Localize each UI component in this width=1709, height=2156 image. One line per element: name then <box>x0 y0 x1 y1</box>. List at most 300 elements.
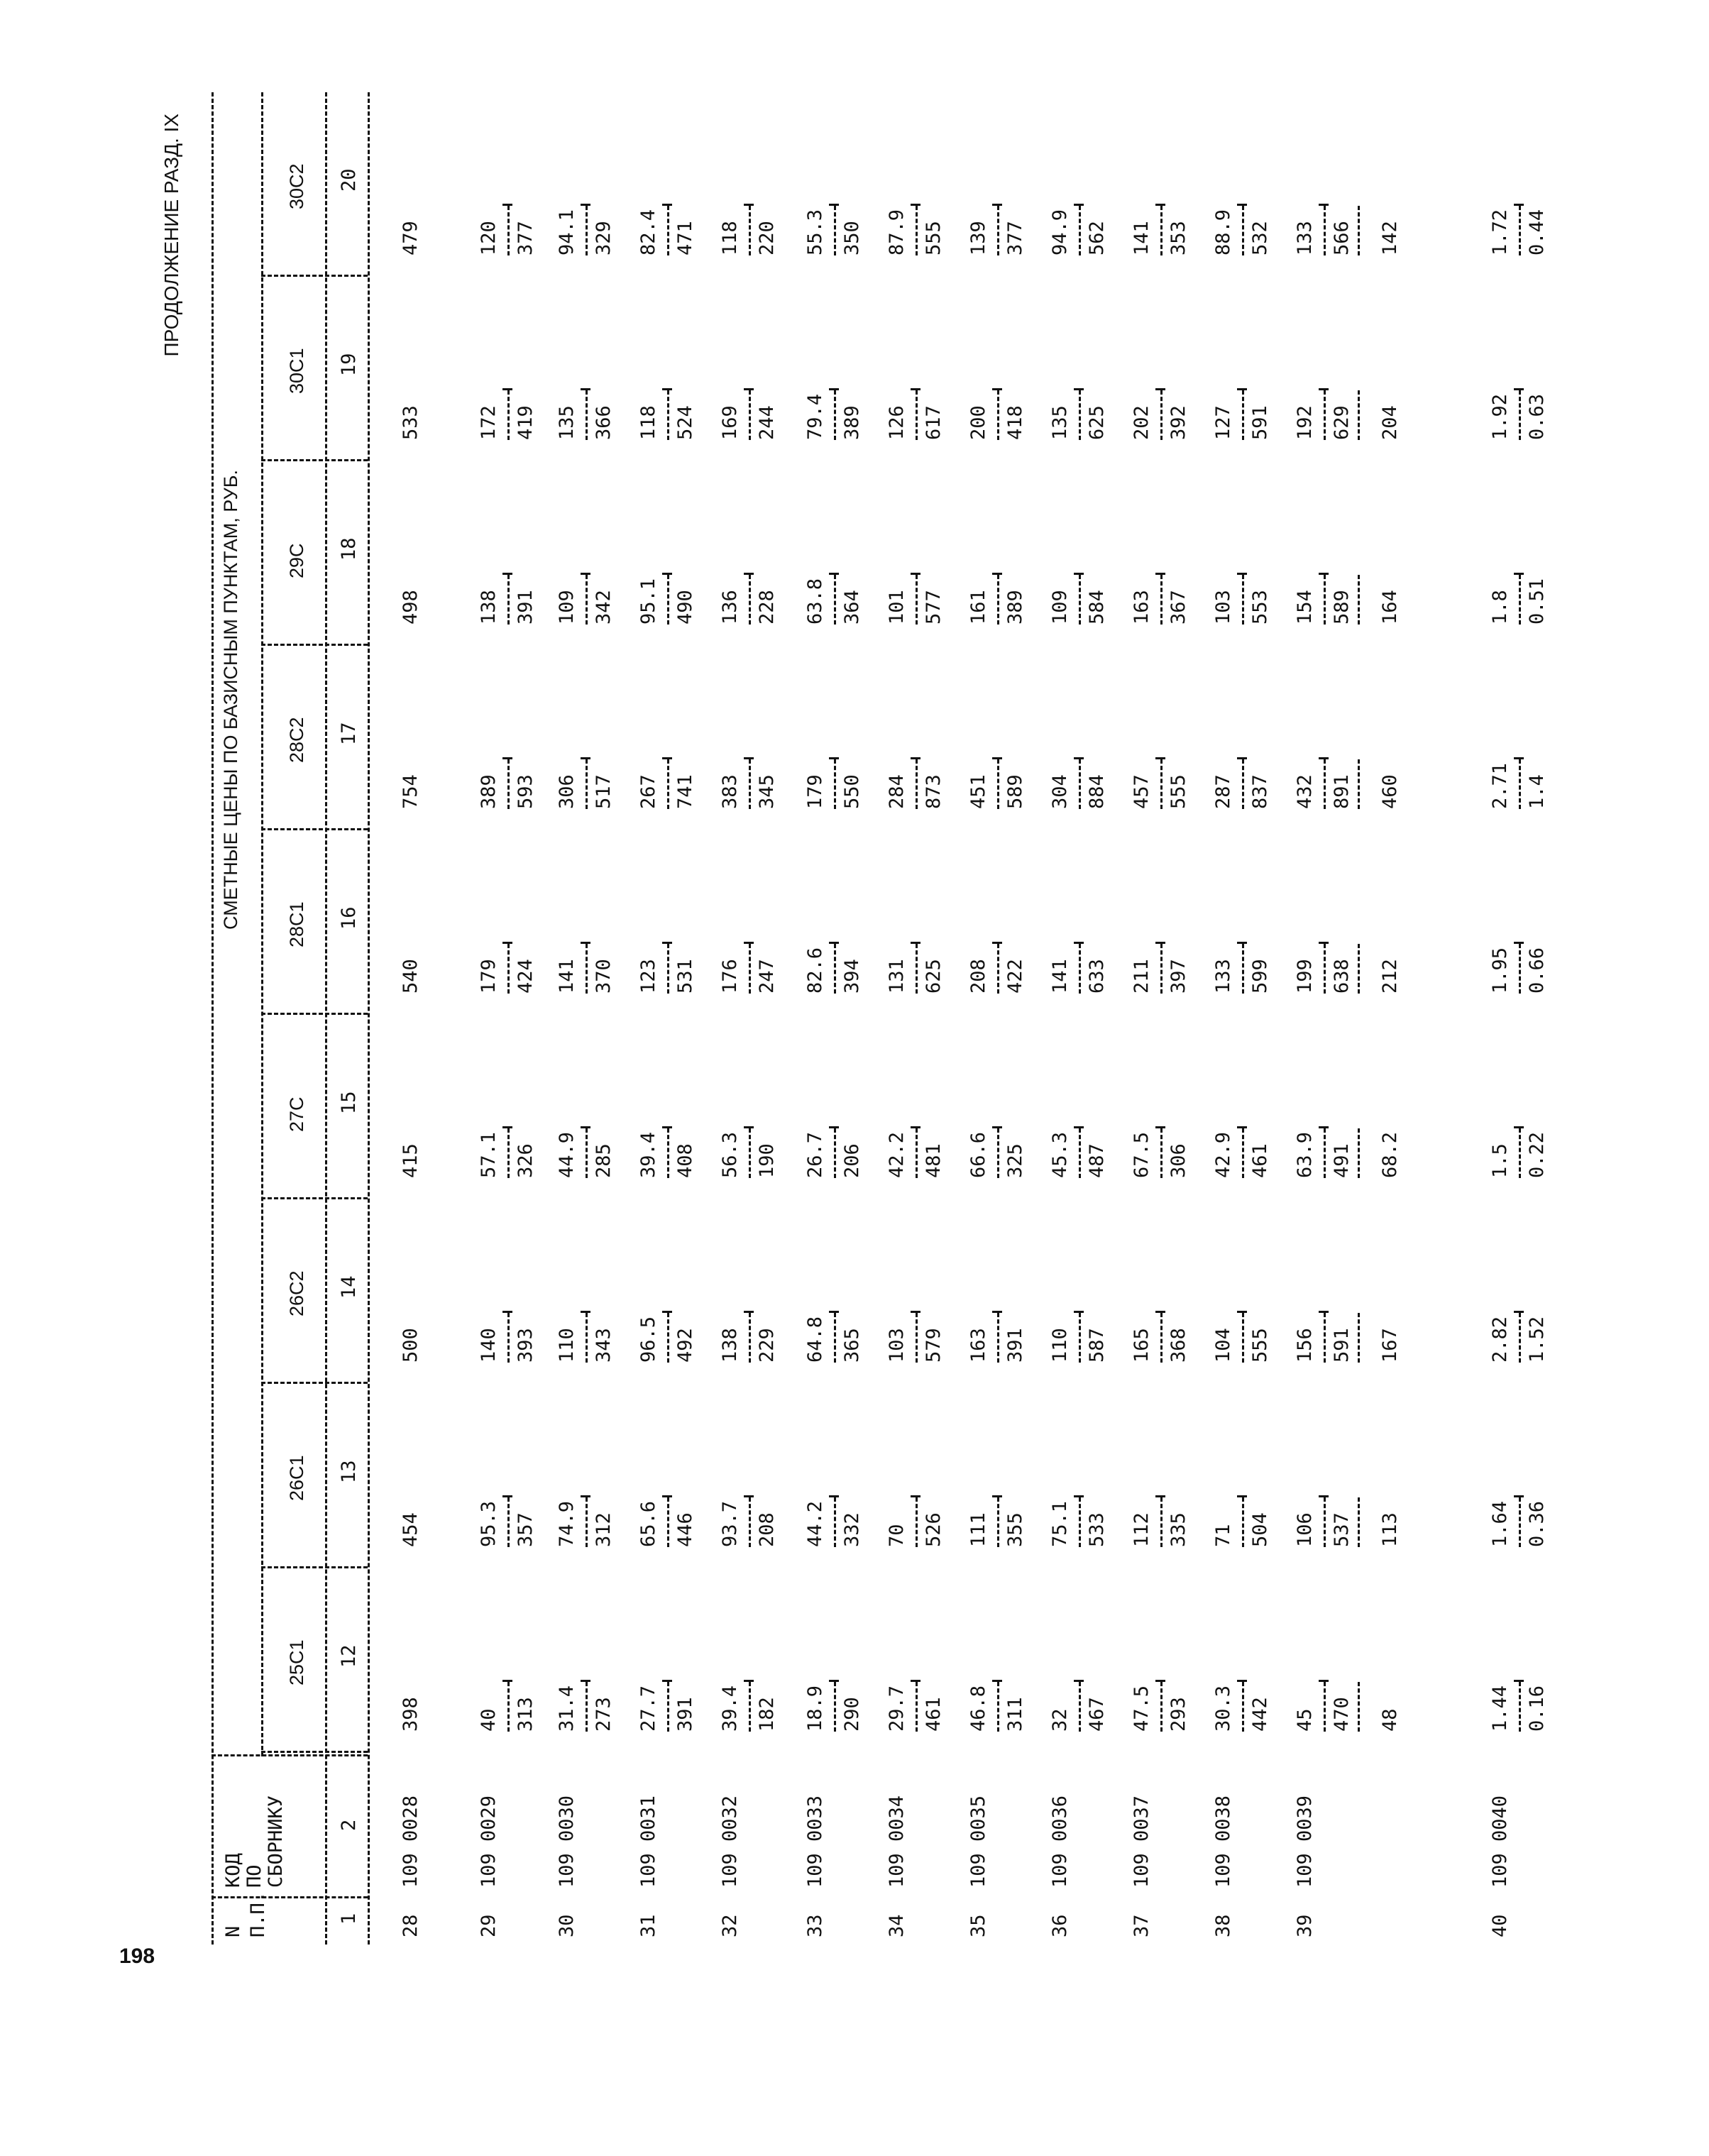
cell-value: 68.2 <box>1379 1131 1401 1178</box>
cell-value: 457 <box>1131 774 1153 809</box>
fraction-bar <box>834 206 836 255</box>
fraction-tick <box>829 204 839 206</box>
fraction-tick <box>502 1680 512 1682</box>
fraction-bar <box>1242 944 1244 994</box>
continuation-label: ПРОДОЛЖЕНИЕ РАЗД. IX <box>160 114 182 357</box>
fraction-tick <box>911 1126 921 1128</box>
fraction-tick <box>911 388 921 390</box>
column-header: 28С1 <box>286 901 307 947</box>
cell-value: 127 <box>1212 405 1234 440</box>
cell-value: 75.1 <box>1049 1500 1071 1547</box>
cell-value: 104 <box>1212 1328 1234 1363</box>
cell-value-lower: 394 <box>841 959 863 994</box>
fraction-tick <box>744 942 754 944</box>
cell-value-lower: 393 <box>515 1328 537 1363</box>
cell-value: 63.9 <box>1294 1131 1316 1178</box>
cell-value-lower: 446 <box>674 1512 696 1547</box>
fraction-tick <box>1514 1126 1524 1128</box>
cell-value-lower: 884 <box>1086 774 1108 809</box>
fraction-bar <box>1160 206 1163 255</box>
row-number: 35 <box>967 1914 989 1937</box>
cell-value-lower: 467 <box>1086 1697 1108 1732</box>
row-number: 31 <box>637 1914 659 1937</box>
cell-value: 64.8 <box>804 1316 826 1363</box>
cell-value-lower: 0.66 <box>1526 947 1548 994</box>
cell-value: 202 <box>1131 405 1153 440</box>
cell-value-lower: 579 <box>923 1328 945 1363</box>
cell-value: 70 <box>886 1524 908 1547</box>
fraction-tick <box>581 573 590 575</box>
fraction-bar <box>1519 1128 1521 1178</box>
row-number: 40 <box>1489 1914 1511 1937</box>
fraction-bar <box>834 575 836 625</box>
fraction-bar <box>1519 206 1521 255</box>
cell-value-lower: 377 <box>1004 221 1026 255</box>
fraction-bar <box>1079 206 1081 255</box>
fraction-tick <box>829 1495 839 1497</box>
fraction-bar <box>1358 944 1360 994</box>
cell-value: 1.92 <box>1489 393 1511 440</box>
cell-value: 118 <box>637 405 659 440</box>
fraction-tick <box>992 1126 1002 1128</box>
fraction-bar <box>749 1313 751 1363</box>
fraction-tick <box>744 1311 754 1313</box>
row-number: 39 <box>1294 1914 1316 1937</box>
row-number: 28 <box>400 1914 422 1937</box>
fraction-bar <box>1160 575 1163 625</box>
cell-value-lower: 229 <box>756 1328 778 1363</box>
fraction-tick <box>1074 1680 1084 1682</box>
fraction-bar <box>834 1497 836 1547</box>
cell-value-lower: 247 <box>756 959 778 994</box>
fraction-bar <box>1324 1497 1326 1547</box>
cell-value-lower: 311 <box>1004 1697 1026 1732</box>
fraction-tick <box>744 1495 754 1497</box>
fraction-tick <box>1319 1311 1329 1313</box>
cell-value-lower: 599 <box>1249 959 1271 994</box>
fraction-bar <box>916 575 918 625</box>
colnum-rule <box>368 92 370 1945</box>
cell-value: 109 <box>1049 590 1071 625</box>
fraction-bar <box>749 1497 751 1547</box>
fraction-tick <box>1155 1311 1165 1313</box>
cell-value: 63.8 <box>804 578 826 625</box>
cell-value-lower: 273 <box>593 1697 615 1732</box>
cell-value-lower: 524 <box>674 405 696 440</box>
fraction-tick <box>992 1311 1002 1313</box>
fraction-bar <box>997 206 999 255</box>
fraction-bar <box>1079 1128 1081 1178</box>
fraction-tick <box>1319 388 1329 390</box>
cell-value-lower: 1.4 <box>1526 774 1548 809</box>
fraction-tick <box>744 1126 754 1128</box>
fraction-bar <box>507 1313 510 1363</box>
fraction-bar <box>1358 1313 1360 1363</box>
fraction-tick <box>744 1680 754 1682</box>
col-divider <box>261 1013 368 1015</box>
fraction-bar <box>1519 1313 1521 1363</box>
fraction-tick <box>581 388 590 390</box>
cell-value-lower: 0.22 <box>1526 1131 1548 1178</box>
cell-value: 204 <box>1379 405 1401 440</box>
cell-value: 39.4 <box>719 1685 741 1732</box>
cell-value-lower: 491 <box>1331 1143 1353 1178</box>
cell-value-lower: 577 <box>923 590 945 625</box>
cell-value-lower: 367 <box>1167 590 1189 625</box>
fraction-tick <box>1074 757 1084 759</box>
column-number: 18 <box>338 537 360 561</box>
fraction-tick <box>1155 204 1165 206</box>
cell-value-lower: 837 <box>1249 774 1271 809</box>
cell-value: 1.72 <box>1489 209 1511 255</box>
cell-value-lower: 532 <box>1249 221 1271 255</box>
cell-value: 118 <box>719 221 741 255</box>
cell-value-lower: 487 <box>1086 1143 1108 1178</box>
cell-value-lower: 391 <box>515 590 537 625</box>
fraction-bar <box>1519 390 1521 440</box>
fraction-bar <box>1324 206 1326 255</box>
cell-value-lower: 593 <box>515 774 537 809</box>
col-divider-np <box>211 1896 368 1898</box>
fraction-bar <box>1160 1682 1163 1732</box>
fraction-bar <box>1358 759 1360 809</box>
cell-value: 284 <box>886 774 908 809</box>
cell-value-lower: 313 <box>515 1697 537 1732</box>
fraction-bar <box>1358 1682 1360 1732</box>
fraction-bar <box>834 1682 836 1732</box>
fraction-tick <box>1074 1126 1084 1128</box>
cell-value: 93.7 <box>719 1500 741 1547</box>
fraction-bar <box>916 206 918 255</box>
cell-value: 30.3 <box>1212 1685 1234 1732</box>
cell-value: 540 <box>400 959 422 994</box>
cell-value-lower: 357 <box>515 1512 537 1547</box>
cell-value-lower: 741 <box>674 774 696 809</box>
fraction-bar <box>507 575 510 625</box>
cell-value-lower: 220 <box>756 221 778 255</box>
cell-value-lower: 490 <box>674 590 696 625</box>
cell-value: 754 <box>400 774 422 809</box>
cell-value-lower: 190 <box>756 1143 778 1178</box>
row-number: 33 <box>804 1914 826 1937</box>
fraction-bar <box>749 759 751 809</box>
fraction-tick <box>911 1495 921 1497</box>
fraction-tick <box>502 1495 512 1497</box>
cell-value-lower: 389 <box>1004 590 1026 625</box>
colnum-1: 1 <box>338 1913 360 1925</box>
cell-value: 1.44 <box>1489 1685 1511 1732</box>
fraction-tick <box>1319 1680 1329 1682</box>
row-code: 109 0034 <box>886 1795 908 1888</box>
fraction-bar <box>507 1497 510 1547</box>
cell-value-lower: 377 <box>515 221 537 255</box>
cell-value-lower: 329 <box>593 221 615 255</box>
cell-value: 40 <box>478 1708 500 1732</box>
cell-value-lower: 332 <box>841 1512 863 1547</box>
cell-value-lower: 0.44 <box>1526 209 1548 255</box>
fraction-tick <box>1237 1126 1247 1128</box>
fraction-bar <box>667 1497 669 1547</box>
cell-value: 161 <box>967 590 989 625</box>
cell-value: 82.6 <box>804 947 826 994</box>
fraction-tick <box>1237 1495 1247 1497</box>
fraction-bar <box>1242 206 1244 255</box>
cell-value-lower: 370 <box>593 959 615 994</box>
cell-value: 2.71 <box>1489 762 1511 809</box>
cell-value-lower: 312 <box>593 1512 615 1547</box>
cell-value-lower: 228 <box>756 590 778 625</box>
row-number: 29 <box>478 1914 500 1937</box>
fraction-bar <box>997 575 999 625</box>
cell-value: 106 <box>1294 1512 1316 1547</box>
fraction-tick <box>744 757 754 759</box>
cell-value: 101 <box>886 590 908 625</box>
fraction-bar <box>749 944 751 994</box>
fraction-tick <box>744 573 754 575</box>
fraction-bar <box>667 944 669 994</box>
cell-value-lower: 526 <box>923 1512 945 1547</box>
cell-value: 120 <box>478 221 500 255</box>
fraction-tick <box>1074 204 1084 206</box>
cell-value-lower: 504 <box>1249 1512 1271 1547</box>
fraction-tick <box>662 388 672 390</box>
cell-value-lower: 353 <box>1167 221 1189 255</box>
fraction-tick <box>1237 757 1247 759</box>
fraction-tick <box>1514 1495 1524 1497</box>
fraction-bar <box>1242 1682 1244 1732</box>
fraction-tick <box>662 204 672 206</box>
cell-value: 172 <box>478 405 500 440</box>
row-number: 38 <box>1212 1914 1234 1937</box>
fraction-bar <box>916 944 918 994</box>
cell-value: 67.5 <box>1131 1131 1153 1178</box>
cell-value: 135 <box>1049 405 1071 440</box>
cell-value-lower: 589 <box>1004 774 1026 809</box>
fraction-tick <box>829 573 839 575</box>
fraction-tick <box>1319 1495 1329 1497</box>
cell-value: 65.6 <box>637 1500 659 1547</box>
cell-value-lower: 625 <box>923 959 945 994</box>
fraction-tick <box>662 757 672 759</box>
cell-value: 26.7 <box>804 1131 826 1178</box>
fraction-bar <box>749 206 751 255</box>
cell-value-lower: 391 <box>674 1697 696 1732</box>
column-header: 29С <box>286 543 307 578</box>
cell-value-lower: 873 <box>923 774 945 809</box>
cell-value-lower: 182 <box>756 1697 778 1732</box>
fraction-bar <box>749 1128 751 1178</box>
fraction-bar <box>586 206 588 255</box>
fraction-bar <box>1079 390 1081 440</box>
fraction-bar <box>667 759 669 809</box>
cell-value-lower: 355 <box>1004 1512 1026 1547</box>
fraction-bar <box>1242 390 1244 440</box>
cell-value-lower: 566 <box>1331 221 1353 255</box>
cell-value: 39.4 <box>637 1131 659 1178</box>
row-code: 109 0040 <box>1489 1795 1511 1888</box>
fraction-bar <box>916 1682 918 1732</box>
col-divider <box>261 1751 368 1753</box>
row-code: 109 0038 <box>1212 1795 1234 1888</box>
cell-value: 432 <box>1294 774 1316 809</box>
cell-value: 136 <box>719 590 741 625</box>
header-rule <box>325 92 327 1945</box>
cell-value-lower: 424 <box>515 959 537 994</box>
cell-value: 139 <box>967 221 989 255</box>
cell-value-lower: 368 <box>1167 1328 1189 1363</box>
cell-value: 109 <box>556 590 578 625</box>
cell-value: 192 <box>1294 405 1316 440</box>
fraction-tick <box>581 1126 590 1128</box>
fraction-bar <box>1160 759 1163 809</box>
cell-value-lower: 343 <box>593 1328 615 1363</box>
cell-value-lower: 306 <box>1167 1143 1189 1178</box>
column-header: 30С2 <box>286 163 307 209</box>
cell-value: 66.6 <box>967 1131 989 1178</box>
fraction-bar <box>1324 1313 1326 1363</box>
cell-value-lower: 285 <box>593 1143 615 1178</box>
cell-value-lower: 591 <box>1331 1328 1353 1363</box>
fraction-bar <box>507 759 510 809</box>
fraction-tick <box>581 757 590 759</box>
row-number: 30 <box>556 1914 578 1937</box>
fraction-bar <box>507 1682 510 1732</box>
fraction-tick <box>1237 942 1247 944</box>
fraction-tick <box>1319 204 1329 206</box>
cell-value: 133 <box>1212 959 1234 994</box>
row-code: 109 0030 <box>556 1795 578 1888</box>
fraction-tick <box>744 388 754 390</box>
cell-value: 126 <box>886 405 908 440</box>
fraction-bar <box>667 1682 669 1732</box>
fraction-tick <box>829 388 839 390</box>
cell-value: 110 <box>1049 1328 1071 1363</box>
fraction-tick <box>1155 1126 1165 1128</box>
fraction-bar <box>586 1128 588 1178</box>
cell-value: 306 <box>556 774 578 809</box>
cell-value-lower: 481 <box>923 1143 945 1178</box>
cell-value-lower: 244 <box>756 405 778 440</box>
fraction-bar <box>507 206 510 255</box>
fraction-tick <box>662 1311 672 1313</box>
cell-value: 163 <box>967 1328 989 1363</box>
column-number: 12 <box>338 1644 360 1668</box>
cell-value-lower: 629 <box>1331 405 1353 440</box>
cell-value: 163 <box>1131 590 1153 625</box>
column-number: 15 <box>338 1091 360 1114</box>
column-header: 28С2 <box>286 717 307 763</box>
cell-value-lower: 591 <box>1249 405 1271 440</box>
fraction-bar <box>916 1128 918 1178</box>
cell-value: 164 <box>1379 590 1401 625</box>
cell-value-lower: 206 <box>841 1143 863 1178</box>
cell-value: 29.7 <box>886 1685 908 1732</box>
fraction-bar <box>1358 390 1360 440</box>
fraction-tick <box>829 1126 839 1128</box>
fraction-bar <box>916 1497 918 1547</box>
fraction-tick <box>1319 757 1329 759</box>
cell-value: 44.9 <box>556 1131 578 1178</box>
cell-value: 56.3 <box>719 1131 741 1178</box>
fraction-tick <box>1514 757 1524 759</box>
cell-value: 140 <box>478 1328 500 1363</box>
column-header: 27С <box>286 1096 307 1132</box>
cell-value: 44.2 <box>804 1500 826 1547</box>
header-code-1: КОД <box>222 1853 244 1888</box>
cell-value-lower: 492 <box>674 1328 696 1363</box>
fraction-tick <box>829 942 839 944</box>
cell-value: 454 <box>400 1512 422 1547</box>
row-number: 32 <box>719 1914 741 1937</box>
fraction-bar <box>507 944 510 994</box>
fraction-bar <box>586 759 588 809</box>
row-code: 109 0039 <box>1294 1795 1316 1888</box>
cell-value: 110 <box>556 1328 578 1363</box>
fraction-bar <box>1324 759 1326 809</box>
fraction-bar <box>507 1128 510 1178</box>
cell-value-lower: 326 <box>515 1143 537 1178</box>
colnum-2: 2 <box>338 1819 360 1831</box>
group-rule <box>261 92 263 1756</box>
cell-value: 42.2 <box>886 1131 908 1178</box>
fraction-tick <box>502 573 512 575</box>
cell-value: 32 <box>1049 1708 1071 1732</box>
cell-value: 208 <box>967 959 989 994</box>
fraction-bar <box>1160 944 1163 994</box>
cell-value-lower: 342 <box>593 590 615 625</box>
rotated-table-page <box>155 85 1645 1959</box>
fraction-tick <box>1319 942 1329 944</box>
fraction-bar <box>667 575 669 625</box>
cell-value: 47.5 <box>1131 1685 1153 1732</box>
fraction-tick <box>992 1495 1002 1497</box>
fraction-tick <box>829 1680 839 1682</box>
cell-value: 383 <box>719 774 741 809</box>
cell-value: 142 <box>1379 221 1401 255</box>
fraction-tick <box>581 1311 590 1313</box>
fraction-bar <box>1324 390 1326 440</box>
fraction-bar <box>1242 759 1244 809</box>
cell-value-lower: 0.36 <box>1526 1500 1548 1547</box>
cell-value-lower: 584 <box>1086 590 1108 625</box>
fraction-tick <box>1237 388 1247 390</box>
cell-value-lower: 290 <box>841 1697 863 1732</box>
cell-value: 95.3 <box>478 1500 500 1547</box>
fraction-bar <box>1358 206 1360 255</box>
fraction-tick <box>581 1680 590 1682</box>
fraction-tick <box>1319 1126 1329 1128</box>
cell-value: 165 <box>1131 1328 1153 1363</box>
cell-value-lower: 392 <box>1167 405 1189 440</box>
cell-value: 55.3 <box>804 209 826 255</box>
fraction-bar <box>1160 1497 1163 1547</box>
fraction-bar <box>586 390 588 440</box>
cell-value-lower: 470 <box>1331 1697 1353 1732</box>
cell-value: 176 <box>719 959 741 994</box>
cell-value: 1.5 <box>1489 1143 1511 1178</box>
cell-value: 112 <box>1131 1512 1153 1547</box>
fraction-bar <box>749 1682 751 1732</box>
fraction-tick <box>911 1680 921 1682</box>
page-number: 198 <box>119 1945 155 1968</box>
cell-value-lower: 891 <box>1331 774 1353 809</box>
cell-value-lower: 625 <box>1086 405 1108 440</box>
cell-value: 138 <box>478 590 500 625</box>
cell-value: 42.9 <box>1212 1131 1234 1178</box>
column-number: 16 <box>338 906 360 930</box>
header-code-2: ПО <box>243 1864 265 1888</box>
cell-value-lower: 422 <box>1004 959 1026 994</box>
